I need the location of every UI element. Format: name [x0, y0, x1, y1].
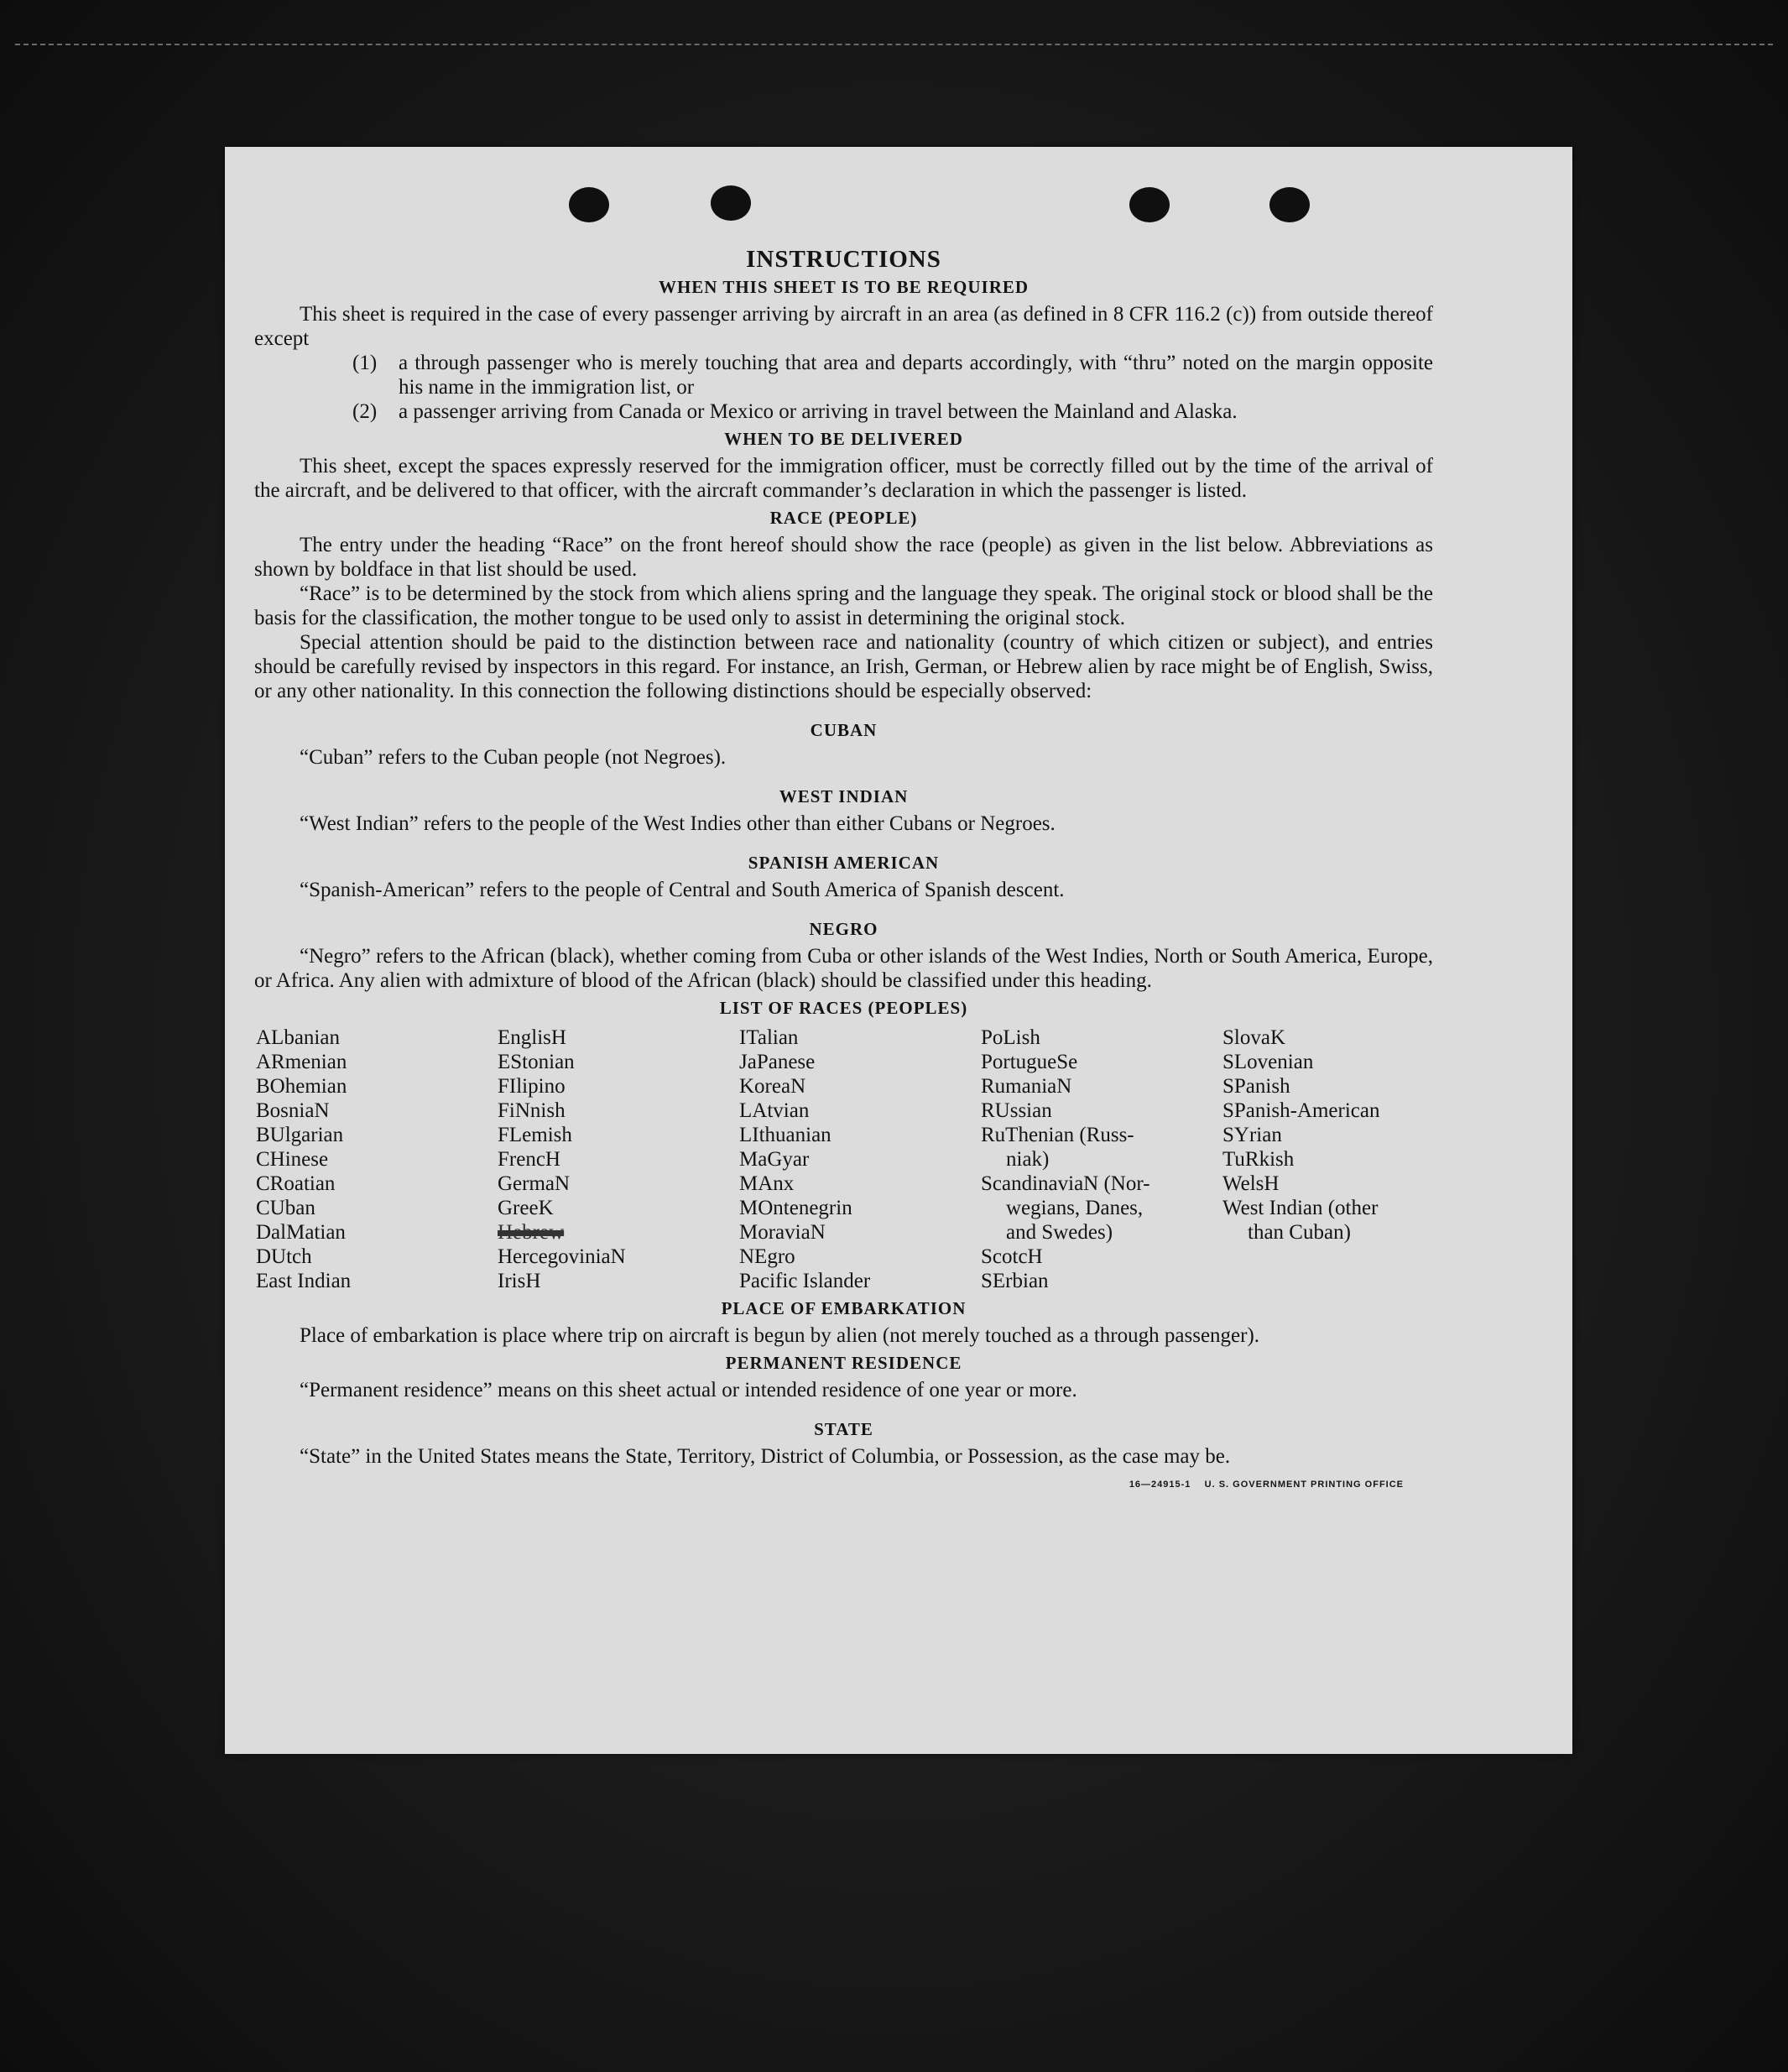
race-entry: NEgro: [739, 1245, 795, 1268]
race-paragraph: Special attention should be paid to the distinction between race and nationality (country of which citizen or subject), and entries should be carefully revised by inspectors in this regard. For instance, an Irish, German, or Hebrew alien by race might be of English, Swiss, or any other nationality. In this connection the following distinctions should be especially observed:: [254, 631, 1433, 702]
race-entry-continued: than Cuban): [1248, 1221, 1351, 1244]
race-entry: ScotcH: [981, 1245, 1043, 1268]
heading-cuban: CUBAN: [810, 720, 878, 740]
race-entry: LIthuanian: [739, 1124, 831, 1146]
race-entry: RuThenian (Russ-: [981, 1124, 1134, 1146]
race-entry: MOntenegrin: [739, 1197, 852, 1219]
item-text: a passenger arriving from Canada or Mexico or arriving in travel between the Mainland and Alaska.: [399, 400, 1238, 423]
printer-name: U. S. GOVERNMENT PRINTING OFFICE: [1204, 1480, 1404, 1490]
race-entry: BOhemian: [256, 1075, 347, 1098]
state-text: “State” in the United States means the State, Territory, District of Columbia, or Possession, as the case may be.: [300, 1445, 1231, 1468]
races-column: [256, 1026, 498, 1293]
race-entry: FiNnish: [498, 1099, 566, 1122]
heading-state: STATE: [814, 1419, 873, 1439]
heading-race: RACE (PEOPLE): [769, 508, 918, 528]
instruction-sheet: [225, 147, 1572, 1754]
races-column: [739, 1026, 981, 1293]
top-dashed-rule: [15, 44, 1773, 45]
heading-spanish-american: SPANISH AMERICAN: [748, 853, 940, 873]
races-column: [1222, 1026, 1441, 1293]
race-entry: ARmenian: [256, 1051, 347, 1073]
race-entry: SlovaK: [1222, 1026, 1285, 1049]
race-entry: SYrian: [1222, 1124, 1282, 1146]
race-entry: HercegoviniaN: [498, 1245, 626, 1268]
race-entry: SPanish: [1222, 1075, 1290, 1098]
race-entry: SErbian: [981, 1270, 1049, 1292]
race-entry: CHinese: [256, 1148, 329, 1171]
heading-required: WHEN THIS SHEET IS TO BE REQUIRED: [658, 277, 1030, 297]
punch-hole: [711, 185, 751, 221]
heading-races-list: LIST OF RACES (PEOPLES): [719, 998, 968, 1018]
races-column: [498, 1026, 739, 1293]
required-text: This sheet is required in the case of every passenger arriving by aircraft in an area (as defined in 8 CFR 116.2 (c)) from outside thereof except: [254, 303, 1433, 350]
race-entry: ScandinaviaN (Nor-: [981, 1172, 1150, 1195]
race-entry: WelsH: [1222, 1172, 1280, 1195]
race-entry: EnglisH: [498, 1026, 566, 1049]
race-entry-continued: and Swedes): [1006, 1221, 1113, 1244]
race-entry: MAnx: [739, 1172, 795, 1195]
race-entry: PoLish: [981, 1026, 1040, 1049]
race-entry: MoraviaN: [739, 1221, 826, 1244]
race-entry: TuRkish: [1222, 1148, 1295, 1171]
spanish-american-text: “Spanish-American” refers to the people of Central and South America of Spanish descent.: [300, 879, 1065, 901]
cuban-text: “Cuban” refers to the Cuban people (not Negroes).: [300, 746, 727, 769]
race-entry: MaGyar: [739, 1148, 810, 1171]
item-number: (1): [352, 352, 378, 374]
race-entry-continued: wegians, Danes,: [1006, 1197, 1144, 1219]
races-list: [256, 1026, 1433, 1293]
printer-imprint: [1129, 1473, 1404, 1497]
race-entry: GermaN: [498, 1172, 571, 1195]
race-paragraph: The entry under the heading “Race” on the front hereof should show the race (people) as given in the list below. Abbreviations as shown by boldface in that list should be used.: [254, 534, 1433, 581]
heading-west-indian: WEST INDIAN: [779, 786, 909, 806]
race-entry: EStonian: [498, 1051, 575, 1073]
race-entry: FLemish: [498, 1124, 572, 1146]
punch-hole: [1269, 187, 1310, 222]
race-entry: CRoatian: [256, 1172, 336, 1195]
race-entry: LAtvian: [739, 1099, 810, 1122]
race-entry-struck: Hebrew: [498, 1221, 565, 1244]
race-entry: SLovenian: [1222, 1051, 1314, 1073]
negro-text: “Negro” refers to the African (black), whether coming from Cuba or other islands of the West Indies, North or South America, Europe, or Africa. Any alien with admixture of blood of the African (black) should be classified under this heading.: [254, 945, 1433, 992]
west-indian-text: “West Indian” refers to the people of the West Indies other than either Cubans or Negroes.: [300, 812, 1056, 835]
form-code: 16—24915-1: [1129, 1480, 1191, 1490]
race-entry: BUlgarian: [256, 1124, 344, 1146]
race-entry: GreeK: [498, 1197, 554, 1219]
race-entry: KoreaN: [739, 1075, 806, 1098]
race-entry: DalMatian: [256, 1221, 346, 1244]
required-item: [352, 351, 1433, 399]
required-item: [352, 399, 1433, 424]
race-paragraph: “Race” is to be determined by the stock from which aliens spring and the language they speak. The original stock or blood shall be the basis for the classification, the mother tongue to be used only to assist in determining the original stock.: [254, 582, 1433, 629]
state-block: [254, 1444, 1433, 1490]
race-entry: ITalian: [739, 1026, 799, 1049]
punch-hole: [569, 187, 609, 222]
punch-hole: [1129, 187, 1170, 222]
race-entry: RumaniaN: [981, 1075, 1072, 1098]
race-entry: FrencH: [498, 1148, 560, 1171]
embarkation-text: Place of embarkation is place where trip on aircraft is begun by alien (not merely touched as a through passenger).: [300, 1324, 1260, 1347]
race-entry: JaPanese: [739, 1051, 816, 1073]
page-title: INSTRUCTIONS: [746, 246, 941, 273]
race-entry: ALbanian: [256, 1026, 340, 1049]
race-entry: FIlipino: [498, 1075, 566, 1098]
race-entry: BosniaN: [256, 1099, 330, 1122]
race-entry: CUban: [256, 1197, 315, 1219]
race-entry: East Indian: [256, 1270, 352, 1292]
heading-negro: NEGRO: [809, 919, 878, 939]
sheet-content: [254, 246, 1433, 1490]
heading-embarkation: PLACE OF EMBARKATION: [721, 1298, 967, 1318]
race-entry: Pacific Islander: [739, 1270, 871, 1292]
race-entry: RUssian: [981, 1099, 1052, 1122]
race-entry: West Indian (other: [1222, 1197, 1379, 1219]
residence-text: “Permanent residence” means on this sheet actual or intended residence of one year or more.: [300, 1379, 1077, 1401]
heading-residence: PERMANENT RESIDENCE: [725, 1353, 962, 1373]
race-entry: PortugueSe: [981, 1051, 1078, 1073]
race-entry: IrisH: [498, 1270, 541, 1292]
item-text: a through passenger who is merely touching that area and departs accordingly, with “thru” noted on the margin opposite his name in the immigration list, or: [399, 352, 1433, 399]
race-entry: DUtch: [256, 1245, 312, 1268]
races-column: [981, 1026, 1222, 1293]
race-entry: SPanish-American: [1222, 1099, 1380, 1122]
race-entry-continued: niak): [1006, 1148, 1050, 1171]
delivered-text: This sheet, except the spaces expressly reserved for the immigration officer, must be correctly filled out by the time of the arrival of the aircraft, and be delivered to that officer, with the aircraft commander’s declaration in which the passenger is listed.: [254, 455, 1433, 502]
item-number: (2): [352, 400, 378, 423]
heading-delivered: WHEN TO BE DELIVERED: [724, 429, 963, 449]
